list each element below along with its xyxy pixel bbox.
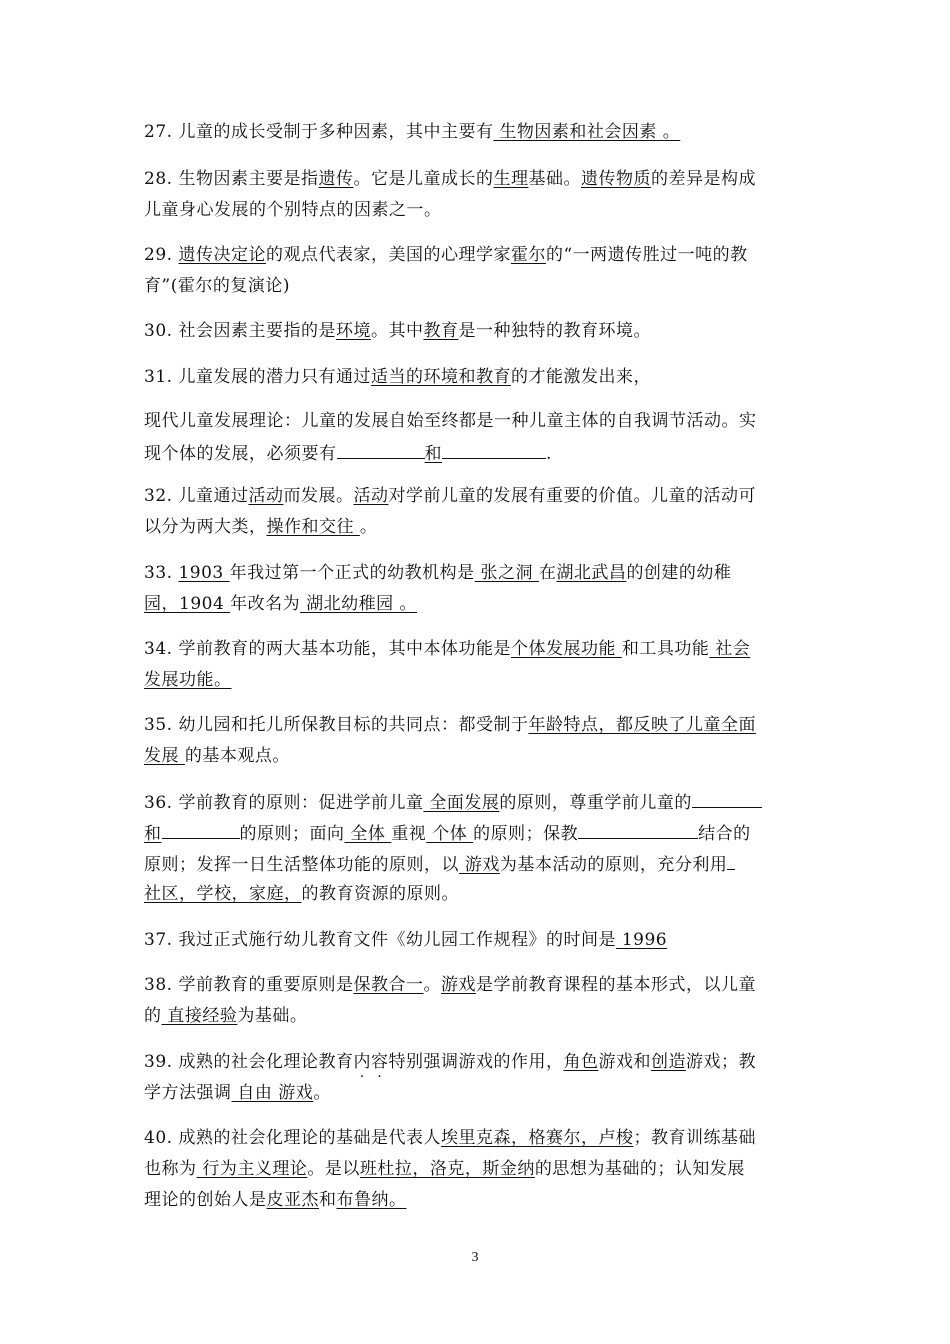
emphasis-dot: 内 [353, 1052, 371, 1072]
question-33-line-2: 园，1904 年改名为 湖北幼稚园 。 [144, 594, 417, 614]
answer: 行为主义理论 [196, 1159, 308, 1179]
blank [692, 790, 762, 808]
answer: 年龄特点，都反映了儿童全面 [528, 715, 756, 735]
question-31-line-1: 31. 儿童发展的潜力只有通过适当的环境和教育的才能激发出来， [144, 367, 651, 387]
answer: 全体 [344, 824, 392, 844]
answer: 角色 [563, 1052, 599, 1072]
answer: 生物因素和社会因素 。 [493, 122, 681, 142]
question-36-line-4: 社区，学校，家庭，的教育资源的原则。 [144, 884, 459, 904]
question-31-line-2: 现代儿童发展理论：儿童的发展自始至终都是一种儿童主体的自我调节活动。实 [144, 411, 757, 431]
question-33-line-1: 33. 1903 年我过第一个正式的幼教机构是 张之洞 在湖北武昌的创建的幼稚 [144, 563, 732, 583]
answer: 保教合一 [353, 975, 424, 995]
blank [162, 821, 240, 839]
answer: 皮亚杰 [266, 1190, 319, 1210]
answer: 游戏 [440, 975, 476, 995]
answer: 社区，学校，家庭， [144, 884, 302, 904]
answer: 发展 [144, 746, 185, 766]
answer: 活动 [248, 486, 284, 506]
blank [727, 852, 735, 870]
answer: 埃里克森，格赛尔，卢梭 [440, 1128, 634, 1148]
question-35-line-1: 35. 幼儿园和托儿所保教目标的共同点：都受制于年龄特点，都反映了儿童全面 [144, 715, 756, 735]
question-38-line-1: 38. 学前教育的重要原则是保教合一。游戏是学前教育课程的基本形式，以儿童 [144, 975, 756, 995]
question-36-line-3: 原则；发挥一日生活整体功能的原则，以 游戏为基本活动的原则，充分利用 [144, 852, 808, 876]
answer: 社会 [709, 639, 751, 659]
answer: 布鲁纳。 [336, 1190, 407, 1210]
answer: 教育 [423, 321, 459, 341]
question-36-line-1: 36. 学前教育的原则：促进学前儿童 全面发展的原则，尊重学前儿童的 [144, 790, 808, 814]
question-40-line-3: 理论的创始人是皮亚杰和布鲁纳。 [144, 1190, 407, 1210]
blank [578, 821, 698, 839]
answer: 张之洞 [474, 563, 539, 583]
answer: 遗传决定论 [178, 245, 266, 265]
question-38-line-2: 的 直接经验为基础。 [144, 1006, 308, 1026]
answer: 发展功能。 [144, 670, 232, 690]
question-29-line-1: 29. 遗传决定论的观点代表家，美国的心理学家霍尔的“一两遗传胜过一吨的教 [144, 245, 748, 265]
question-39-line-2: 学方法强调 自由 游戏。 [144, 1083, 331, 1103]
question-39-line-1: 39. 成熟的社会化理论教育内容特别强调游戏的作用，角色游戏和创造游戏；教 [144, 1052, 756, 1072]
question-29-line-2: 育”(霍尔的复演论) [144, 276, 290, 296]
answer: 湖北武昌 [556, 563, 627, 583]
answer: 自由 游戏 [231, 1083, 314, 1103]
question-35-line-2: 发展 的基本观点。 [144, 746, 290, 766]
answer: 直接经验 [161, 1006, 238, 1026]
question-36-line-2: 和 的原则；面向 全体 重视 个体 的原则；保教 结合的 [144, 821, 808, 845]
answer: 霍尔 [510, 245, 546, 265]
answer: 活动 [353, 486, 389, 506]
question-34-line-2 [144, 669, 808, 691]
answer: 创造 [650, 1052, 686, 1072]
page-number: 3 [471, 1250, 479, 1265]
answer: 环境 [335, 321, 371, 341]
question-32-line-1: 32. 儿童通过活动而发展。活动对学前儿童的发展有重要的价值。儿童的活动可 [144, 486, 756, 506]
answer: 1996 [615, 930, 668, 950]
question-30: 30. 社会因素主要指的是环境。其中教育是一种独特的教育环境。 [144, 321, 651, 341]
answer: 1903 [178, 563, 230, 583]
answer: 个体发展功能 [510, 639, 622, 659]
answer: 生理 [493, 169, 529, 189]
question-28-line-1: 28. 生物因素主要是指遗传。它是儿童成长的生理基础。遗传物质的差异是构成 [144, 169, 756, 189]
question-31-line-3: 现个体的发展，必须要有 和 . [144, 441, 808, 465]
question-40-line-2: 也称为 行为主义理论。是以班杜拉，洛克，斯金纳的思想为基础的；认知发展 [144, 1159, 745, 1179]
answer: 班杜拉，洛克，斯金纳 [359, 1159, 535, 1179]
blank [442, 441, 546, 459]
answer: 适当的环境和教育 [370, 367, 511, 387]
answer: 遗传物质 [580, 169, 651, 189]
question-28-line-2: 儿童身心发展的个别特点的因素之一。 [144, 200, 442, 220]
answer: 操作和交往 [266, 517, 360, 537]
answer: 全面发展 [423, 793, 500, 813]
question-37: 37. 我过正式施行幼儿教育文件《幼儿园工作规程》的时间是 1996 [144, 930, 668, 950]
question-40-line-1: 40. 成熟的社会化理论的基础是代表人埃里克森，格赛尔，卢梭；教育训练基础 [144, 1128, 756, 1148]
answer: 个体 [426, 824, 474, 844]
answer: 湖北幼稚园 。 [300, 594, 417, 614]
question-32-line-2: 以分为两大类，操作和交往 。 [144, 517, 378, 537]
question-34-line-1: 34. 学前教育的两大基本功能，其中本体功能是个体发展功能 和工具功能 社会 [144, 639, 751, 659]
emphasis-dot: 容 [370, 1052, 389, 1072]
blank [337, 441, 425, 459]
answer: 园，1904 [144, 594, 231, 614]
question-27: 27. 儿童的成长受制于多种因素，其中主要有 生物因素和社会因素 。 [144, 122, 681, 142]
answer: 遗传 [318, 169, 354, 189]
answer: 游戏 [459, 855, 500, 875]
